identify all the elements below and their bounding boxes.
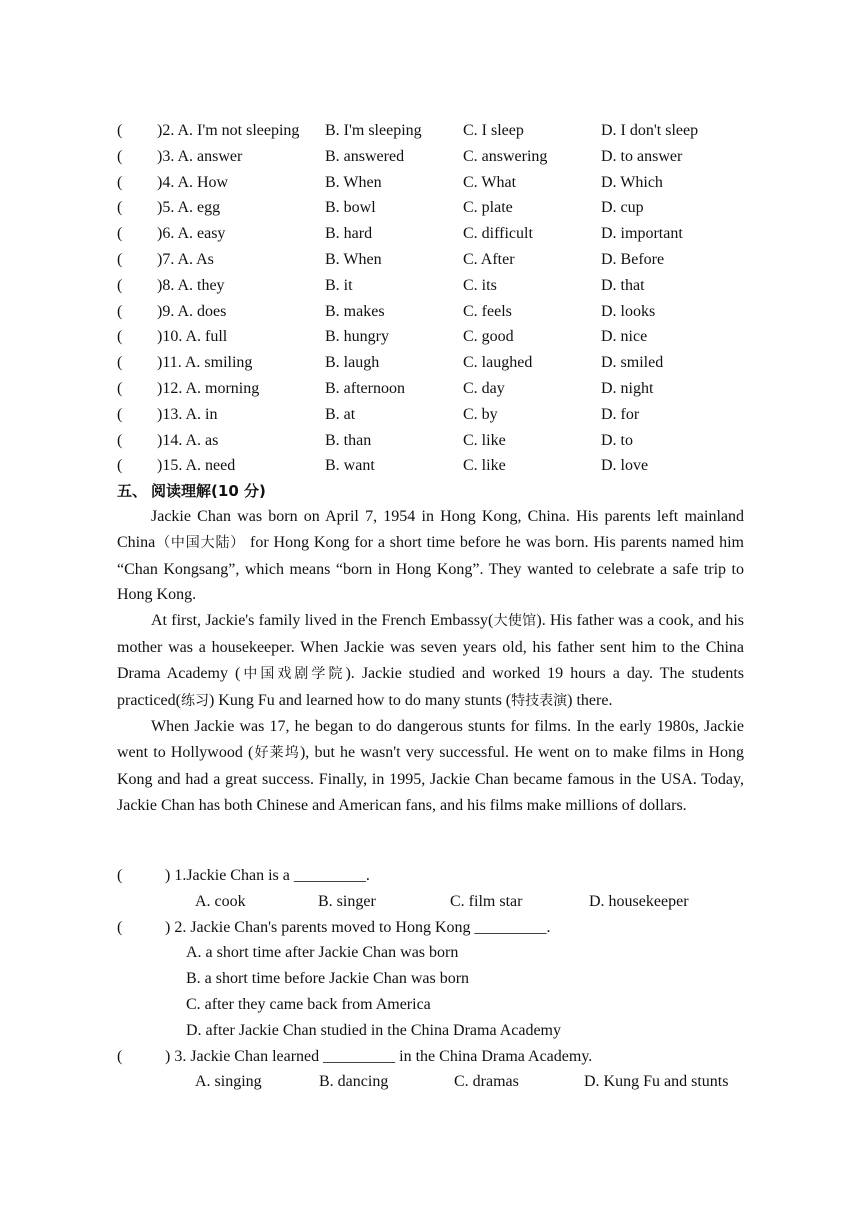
- option-c: C. film star: [450, 892, 523, 910]
- option-d: D. looks: [601, 302, 656, 320]
- question-stem: ) 3. Jackie Chan learned _________ in the China Drama Academy.: [165, 1047, 593, 1065]
- option-b: B. hungry: [325, 328, 389, 346]
- question-stem: ) 2. Jackie Chan's parents moved to Hong Kong _________.: [165, 918, 551, 936]
- answer-blank: (: [117, 199, 123, 217]
- option-d: D. cup: [601, 199, 644, 217]
- option-c: C. good: [463, 328, 514, 346]
- option-row: [117, 221, 757, 247]
- option-c: C. like: [463, 431, 506, 449]
- option-b: B. I'm sleeping: [325, 122, 422, 139]
- question-2: [117, 915, 757, 941]
- option-a: )8. A. they: [157, 276, 225, 294]
- passage-text: for Hong Kong for a short time before he was born. His parents named him “Chan Kongsang”, which means “born in Hong Kong”. They wanted to celebrate a safe trip to Hong Kong.: [117, 533, 745, 604]
- option-a: )9. A. does: [157, 302, 227, 320]
- section-score: (10 分): [211, 482, 266, 500]
- question-3-options: [117, 1069, 757, 1095]
- option-d: D. that: [601, 276, 645, 294]
- passage-paragraph-3: [117, 714, 744, 818]
- option-a: )4. A. How: [157, 173, 229, 191]
- answer-blank: (: [117, 431, 123, 449]
- option-b: B. than: [325, 431, 372, 449]
- option-b: B. at: [325, 405, 356, 423]
- option-row: [117, 195, 757, 221]
- option-row: [117, 402, 757, 428]
- option-row: [117, 247, 757, 273]
- answer-blank: (: [117, 328, 123, 346]
- answer-blank: (: [117, 276, 123, 294]
- option-b: B. makes: [325, 302, 385, 320]
- answer-blank: (: [117, 173, 123, 191]
- option-row: [117, 299, 757, 325]
- chinese-gloss: （中国大陆）: [155, 534, 246, 551]
- option-row: [117, 324, 757, 350]
- cloze-options-table: [117, 118, 757, 479]
- answer-blank: (: [117, 122, 123, 139]
- answer-blank: (: [117, 918, 123, 936]
- passage-text: ) there.: [567, 691, 613, 709]
- option-d: D. love: [601, 457, 649, 475]
- option-b: B. When: [325, 173, 382, 191]
- passage-text: ). His father was a cook, and his mother was a housekeeper. When Jackie was seven years old, his father sent him to the China Drama Academy (: [117, 612, 745, 682]
- chinese-gloss: 中国戏剧学院: [240, 665, 346, 682]
- option-b: B. it: [325, 276, 353, 294]
- option-b: B. When: [325, 250, 382, 268]
- question-1-options: [117, 889, 757, 915]
- answer-blank: (: [117, 379, 123, 397]
- answer-blank: (: [117, 405, 123, 423]
- option-d: D. to answer: [601, 147, 683, 165]
- option-d: D. night: [601, 379, 654, 397]
- option-row: [117, 144, 757, 170]
- passage-text: ). Jackie studied and worked 19 hours a day. The students practiced(: [117, 664, 745, 709]
- option-d: D. Before: [601, 250, 665, 268]
- option-c: C. feels: [463, 302, 512, 320]
- option-b: B. bowl: [325, 199, 376, 217]
- passage-text: ), but he wasn't very successful. He went on to make films in Hong Kong and had a great success. Finally, in 1995, Jackie Chan became famous in the USA. Today, Jackie Chan has both Chinese and American fans, and his films make millions of dollars.: [117, 744, 745, 814]
- comprehension-questions: [117, 863, 757, 1095]
- option-a: )3. A. answer: [157, 147, 243, 165]
- passage-text: ) Kung Fu and learned how to do many stunts (: [208, 691, 512, 709]
- option-a: )12. A. morning: [157, 379, 260, 397]
- option-c: C. by: [463, 405, 498, 423]
- answer-blank: (: [117, 250, 123, 268]
- question-stem: ) 1.Jackie Chan is a _________.: [165, 867, 370, 884]
- option-c: C. its: [463, 276, 497, 294]
- question-1: [117, 863, 757, 889]
- option-row: [117, 170, 757, 196]
- reading-passage: [117, 504, 744, 819]
- option-d: D. after Jackie Chan studied in the China Drama Academy: [186, 1021, 561, 1039]
- option-a: A. a short time after Jackie Chan was born: [186, 944, 459, 962]
- section-heading: [117, 478, 266, 505]
- option-d: D. to: [601, 431, 633, 449]
- option-b: B. afternoon: [325, 379, 405, 397]
- option-row: [117, 376, 757, 402]
- option-d: D. I don't sleep: [601, 122, 699, 139]
- section-number: 五、: [117, 482, 148, 500]
- option-c: C. laughed: [463, 354, 533, 372]
- option-a: )14. A. as: [157, 431, 219, 449]
- answer-blank: (: [117, 867, 123, 884]
- option-c: C. like: [463, 457, 506, 475]
- option-c: C. After: [463, 250, 515, 268]
- option-a: )13. A. in: [157, 405, 218, 423]
- option-b: B. a short time before Jackie Chan was born: [186, 970, 470, 988]
- option-c: C. plate: [463, 199, 513, 217]
- option-b: B. hard: [325, 225, 373, 243]
- option-a: )10. A. full: [157, 328, 228, 346]
- option-d: D. housekeeper: [589, 892, 689, 910]
- chinese-gloss: 好莱坞: [253, 745, 300, 762]
- question-2-option: [117, 966, 757, 992]
- chinese-gloss: 练习: [180, 692, 209, 709]
- option-row: [117, 350, 757, 376]
- option-a: A. singing: [195, 1073, 262, 1091]
- option-d: D. for: [601, 405, 640, 423]
- option-c: C. difficult: [463, 225, 533, 243]
- section-title-cn: 阅读理解: [151, 482, 212, 500]
- option-b: B. singer: [318, 892, 376, 910]
- option-c: C. What: [463, 173, 517, 191]
- option-d: D. Which: [601, 173, 663, 191]
- question-2-option: [117, 1018, 757, 1044]
- passage-text: At first, Jackie's family lived in the French Embassy(: [151, 612, 494, 630]
- option-d: D. Kung Fu and stunts: [584, 1073, 729, 1091]
- passage-text: Jackie Chan was born on April 7, 1954 in Hong Kong, China. His parents left mainland China: [117, 508, 744, 551]
- option-a: )2. A. I'm not sleeping: [157, 122, 300, 139]
- option-c: C. after they came back from America: [186, 995, 431, 1013]
- option-c: C. day: [463, 379, 505, 397]
- option-c: C. I sleep: [463, 122, 524, 139]
- answer-blank: (: [117, 225, 123, 243]
- chinese-gloss: 大使馆: [493, 613, 537, 630]
- option-row: [117, 273, 757, 299]
- answer-blank: (: [117, 354, 123, 372]
- option-a: A. cook: [195, 892, 246, 910]
- option-c: C. answering: [463, 147, 548, 165]
- option-b: B. answered: [325, 147, 405, 165]
- answer-blank: (: [117, 302, 123, 320]
- answer-blank: (: [117, 147, 123, 165]
- option-a: )6. A. easy: [157, 225, 226, 243]
- option-row: [117, 118, 757, 144]
- question-3: [117, 1044, 757, 1070]
- option-row: [117, 453, 757, 479]
- option-d: D. important: [601, 225, 683, 243]
- option-a: )5. A. egg: [157, 199, 221, 217]
- option-a: )11. A. smiling: [157, 354, 253, 372]
- option-c: C. dramas: [454, 1073, 519, 1091]
- option-b: B. laugh: [325, 354, 380, 372]
- question-2-option: [117, 992, 757, 1018]
- question-2-option: [117, 940, 757, 966]
- option-b: B. dancing: [319, 1073, 389, 1091]
- option-a: )7. A. As: [157, 250, 214, 268]
- option-a: )15. A. need: [157, 457, 236, 475]
- answer-blank: (: [117, 1047, 123, 1065]
- chinese-gloss: 特技表演: [511, 692, 568, 709]
- option-d: D. smiled: [601, 354, 664, 372]
- passage-paragraph-2: [117, 608, 744, 714]
- answer-blank: (: [117, 457, 123, 475]
- passage-text: When Jackie was 17, he began to do dangerous stunts for films. In the early 1980s, Jackie went to Hollywood (: [117, 718, 744, 762]
- option-d: D. nice: [601, 328, 648, 346]
- passage-paragraph-1: [117, 504, 744, 608]
- option-b: B. want: [325, 457, 375, 475]
- option-row: [117, 428, 757, 454]
